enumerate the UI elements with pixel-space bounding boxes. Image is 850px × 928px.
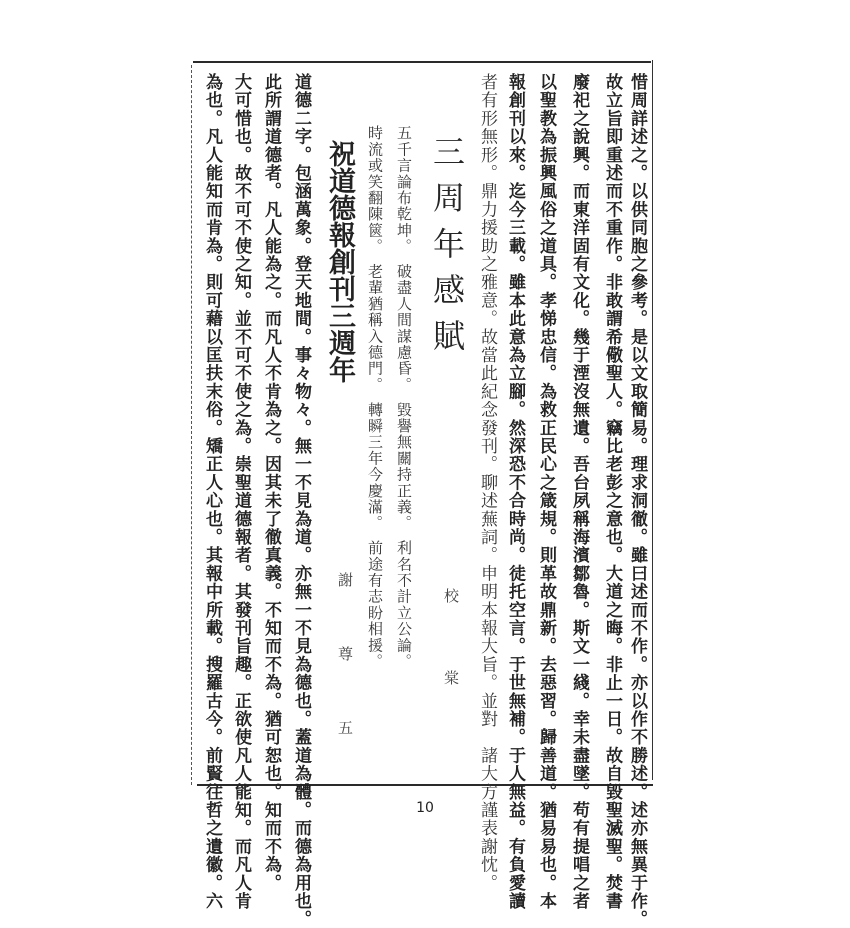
author-signature-right: 校 棠 xyxy=(442,588,460,711)
prose-column-4: 以聖教為振興風俗之道具。孝悌忠信。為救正民心之箴規。則革故鼎新。去惡習。歸善道。猶易易也。本 xyxy=(536,73,556,911)
frame-left-rule xyxy=(191,65,193,785)
poem-column-right: 五千言論布乾坤。 破盡人間謀慮昏。 毀譽無關持正義。 利名不計立公論。 xyxy=(395,125,413,670)
prose-column-6: 者有形無形。鼎力援助之雅意。故當此紀念發刊。聊述蕪詞。申明本報大旨。並對 諸大方謹表謝忱。 xyxy=(477,73,497,892)
prose-column-2: 故立旨即重述而不重作。非敢謂希儆聖人。竊比老彭之意也。大道之晦。非止一日。故自毀聖滅聖。焚書 xyxy=(602,73,622,911)
page-number: 10 xyxy=(416,800,434,816)
prose-column-3: 廢祀之說興。而東洋固有文化。幾于湮沒無遺。吾台夙稱海濱鄒魯。斯文一綫。幸未盡墜。苟有提唱之者 xyxy=(569,73,589,911)
poem-column-left: 時流或笑翻陳篋。 老輩猶稱入德門。 轉瞬三年今慶滿。 前途有志盼相援。 xyxy=(366,125,384,670)
prose-column-5: 報創刊以來。迄今三載。雖本此意為立腳。然深恐不合時尚。徒托空言。于世無補。于人無益。有負愛讀 xyxy=(505,73,525,911)
author-signature-left: 謝 尊 五 xyxy=(336,572,354,757)
article-column-2: 此所謂道德者。凡人能為之。而凡人不肯為之。因其未了徹真義。不知而不為。猶可恕也。知而不為。 xyxy=(261,73,281,892)
article-column-3: 大可惜也。故不可不使之知。並不可不使之為。崇聖道德報者。其發刊旨趣。正欲使凡人能知。而凡人肯 xyxy=(231,73,251,911)
frame-top-rule xyxy=(193,61,651,63)
frame-right-rule xyxy=(652,60,654,780)
article-column-4: 為也。凡人能知而肯為。則可藉以匡扶末俗。矯正人心也。其報中所載。搜羅古今。前賢往哲之遺徽。六 xyxy=(202,73,222,911)
article-title: 祝道德報創刊三週年 xyxy=(324,140,355,383)
article-column-1: 道德二字。包涵萬象。登天地間。事々物々。無一不見為道。亦無一不見為德也。蓋道為體。而德為用也。 xyxy=(291,73,311,928)
poem-title: 三周年感賦 xyxy=(428,135,466,365)
prose-column-1: 惜周詳述之。以供同胞之參考。是以文取簡易。理求洞徹。雖曰述而不作。亦以作不勝述。述亦無異于作。 xyxy=(627,73,647,928)
